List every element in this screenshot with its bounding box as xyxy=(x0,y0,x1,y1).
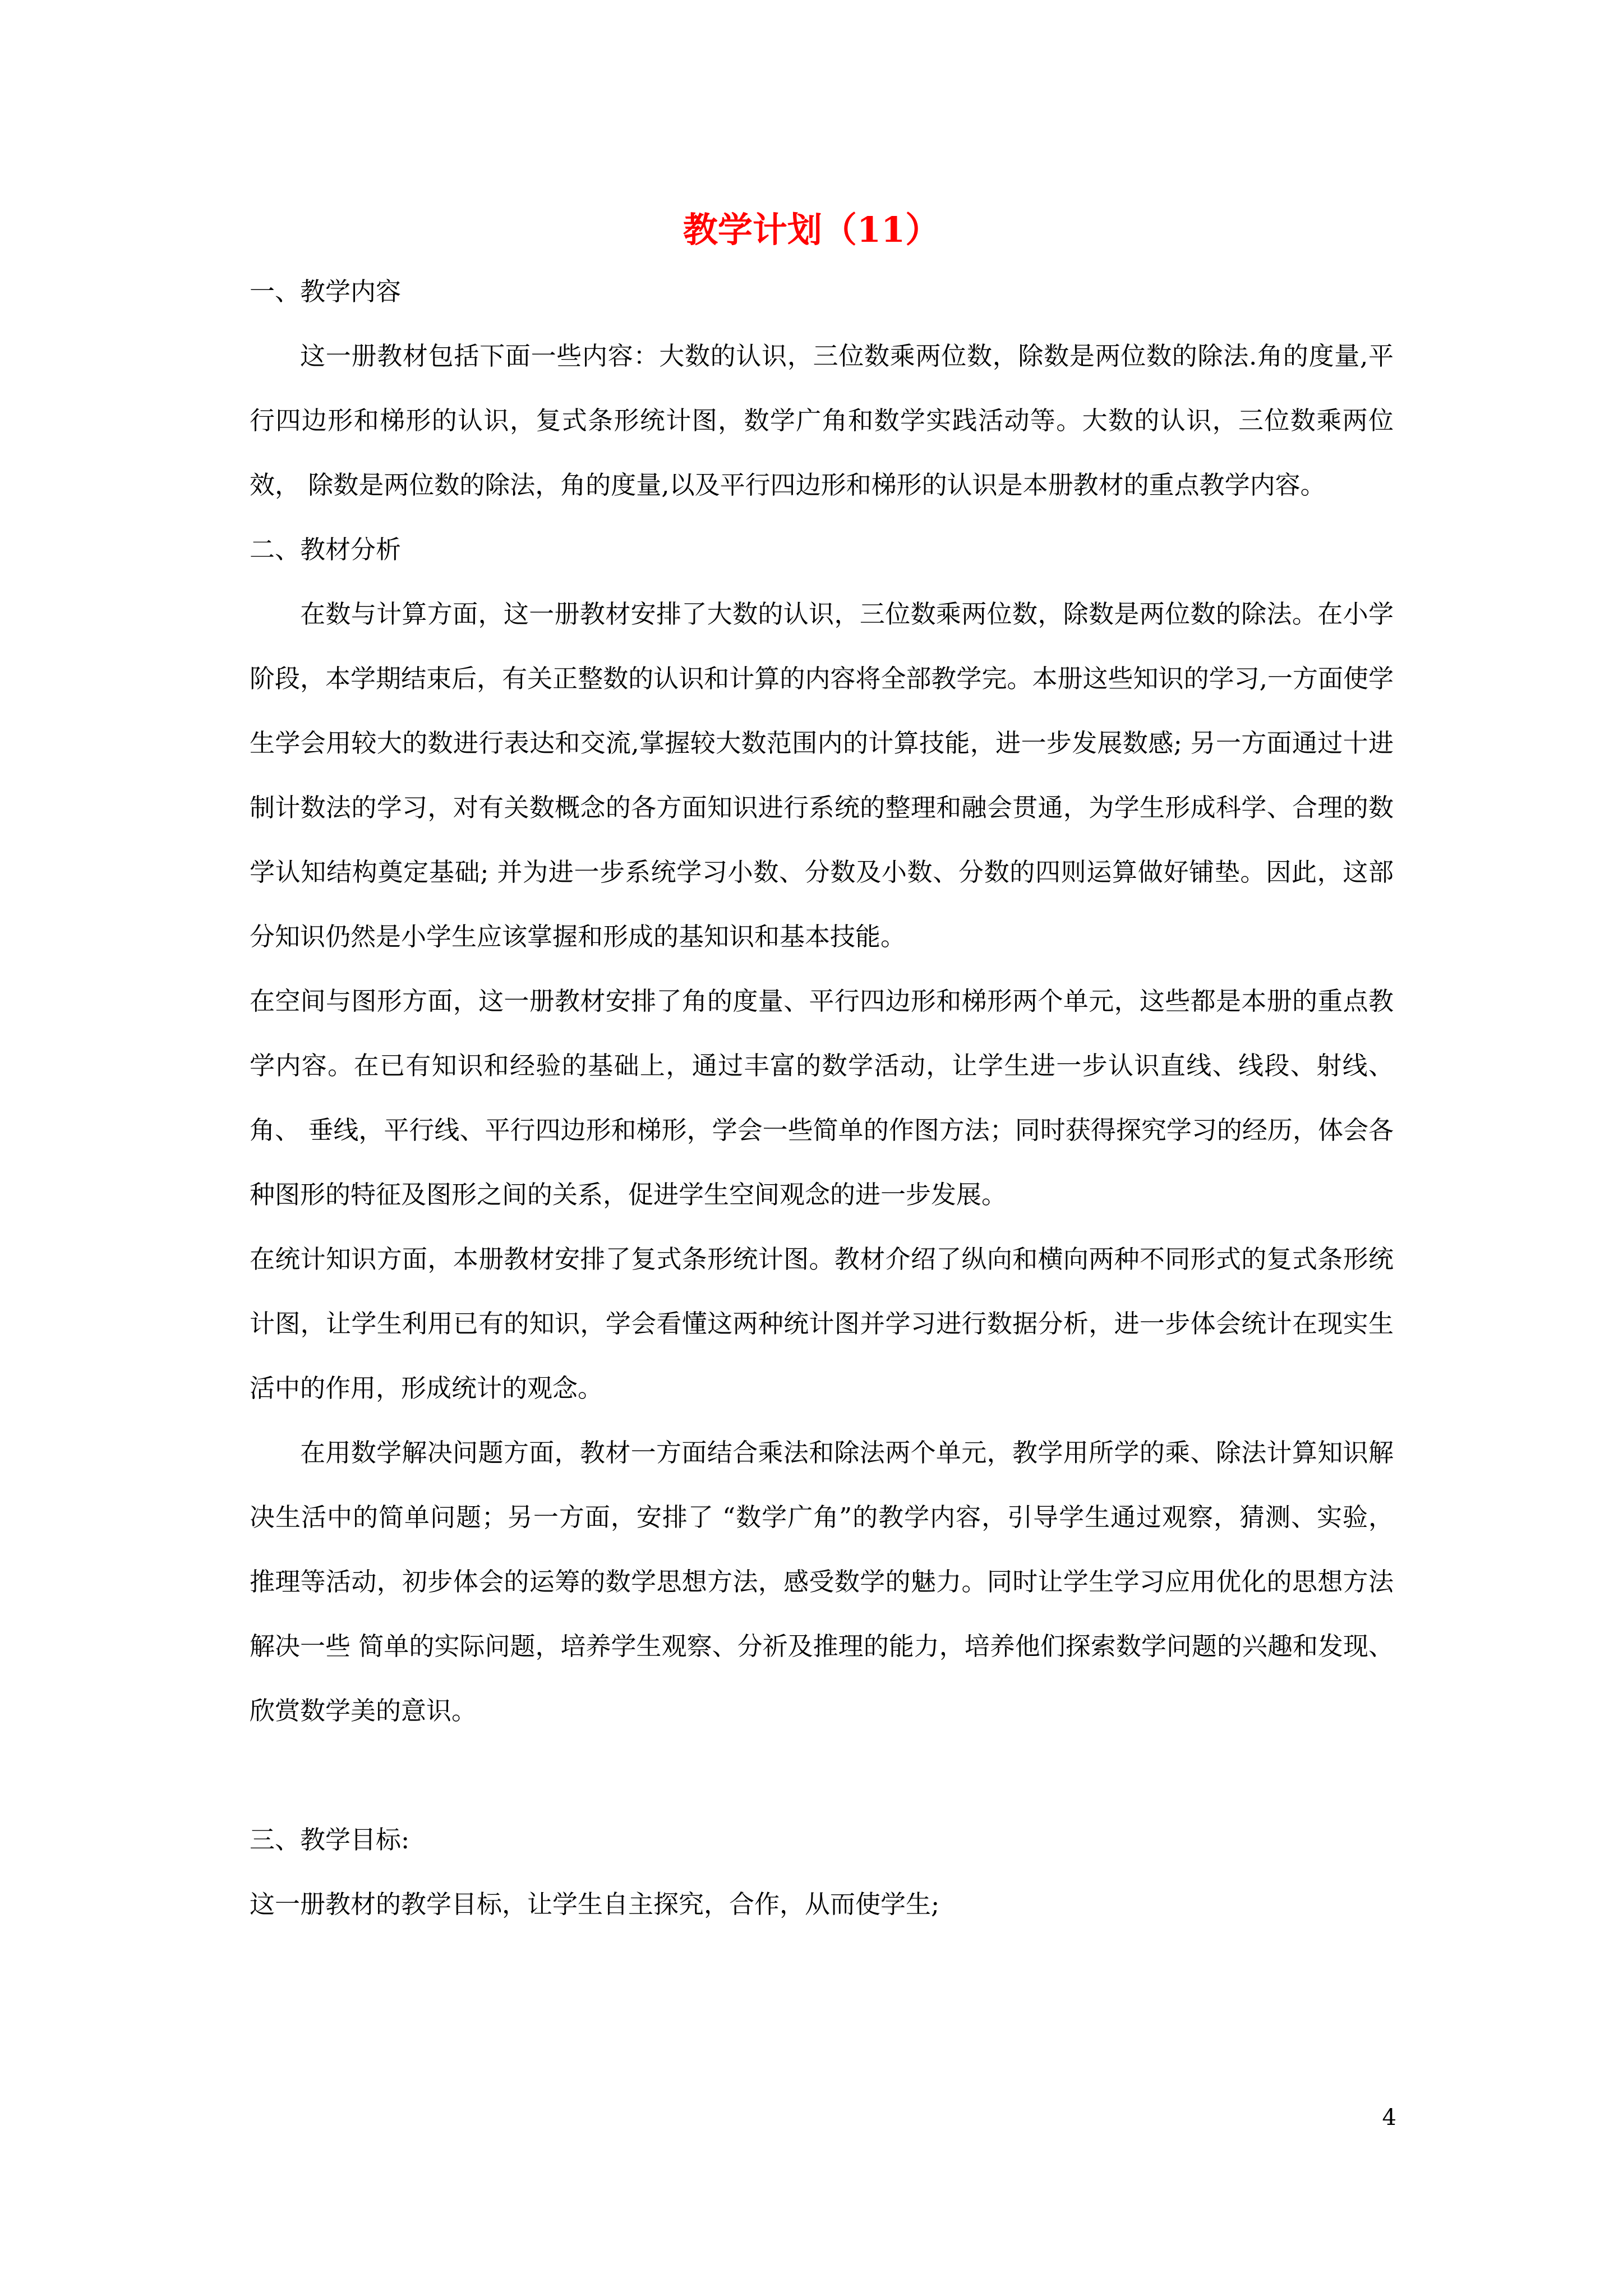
paragraph-teaching-content: 这一册教材包括下面一些内容：大数的认识，三位数乘两位数，除数是两位数的除法.角的度量,平行四边形和梯形的认识，复式条形统计图，数学广角和数学实践活动等。大数的认识，三位数乘两位效， 除数是两位数的除法，角的度量,以及平行四边形和梯形的认识是本册教材的重点教学内容。 xyxy=(250,341,1394,500)
section-heading-material-analysis: 二、教材分析 xyxy=(250,535,402,564)
page-number: 4 xyxy=(1382,2105,1396,2131)
section-heading-teaching-content: 一、教学内容 xyxy=(250,277,402,306)
section-spacer xyxy=(250,1743,1394,1807)
section-heading-teaching-goals: 三、教学目标: xyxy=(250,1825,410,1855)
paragraph-number-calculation: 在数与计算方面，这一册教材安排了大数的认识，三位数乘两位数，除数是两位数的除法。在小学阶段，本学期结束后，有关正整数的认识和计算的内容将全部教学完。本册这些知识的学习,一方面使学生学会用较大的数进行表达和交流,掌握较大数范围内的计算技能，进一步发展数感; 另一方面通过十进制计数法的学习，对有关数概念的各方面知识进行系统的整理和融会贯通，为学生形成科学、合理的数学认知结构奠定基础; 并为进一步系统学习小数、分数及小数、分数的四则运算做好铺垫。因此，这部分知识仍然是小学生应该掌握和形成的基知识和基本技能。 xyxy=(250,599,1394,951)
document-body xyxy=(250,259,1394,1936)
paragraph-problem-solving: 在用数学解决问题方面，教材一方面结合乘法和除法两个单元，教学用所学的乘、除法计算知识解决生活中的简单问题；另一方面，安排了 “数学广角”的教学内容，引导学生通过观察，猜测、实验，推理等活动，初步体会的运筹的数学思想方法，感受数学的魅力。同时让学生学习应用优化的思想方法解决一些 简单的实际问题，培养学生观察、分祈及推理的能力，培养他们探索数学问题的兴趣和发现、欣赏数学美的意识。 xyxy=(250,1438,1394,1726)
paragraph-space-geometry: 在空间与图形方面，这一册教材安排了角的度量、平行四边形和梯形两个单元，这些都是本册的重点教学内容。在已有知识和经验的基础上，通过丰富的数学活动，让学生进一步认识直线、线段、射线、角、 垂线，平行线、平行四边形和梯形，学会一些简单的作图方法；同时获得探究学习的经历，体会各种图形的特征及图形之间的关系，促进学生空间观念的进一步发展。 xyxy=(250,986,1394,1209)
paragraph-statistics: 在统计知识方面，本册教材安排了复式条形统计图。教材介绍了纵向和横向两种不同形式的复式条形统计图，让学生利用已有的知识，学会看懂这两种统计图并学习进行数据分析，进一步体会统计在现实生活中的作用，形成统计的观念。 xyxy=(250,1244,1394,1403)
document-title: 教学计划（11） xyxy=(683,209,940,250)
paragraph-teaching-goals: 这一册教材的教学目标，让学生自主探究，合作，从而使学生; xyxy=(250,1889,940,1919)
